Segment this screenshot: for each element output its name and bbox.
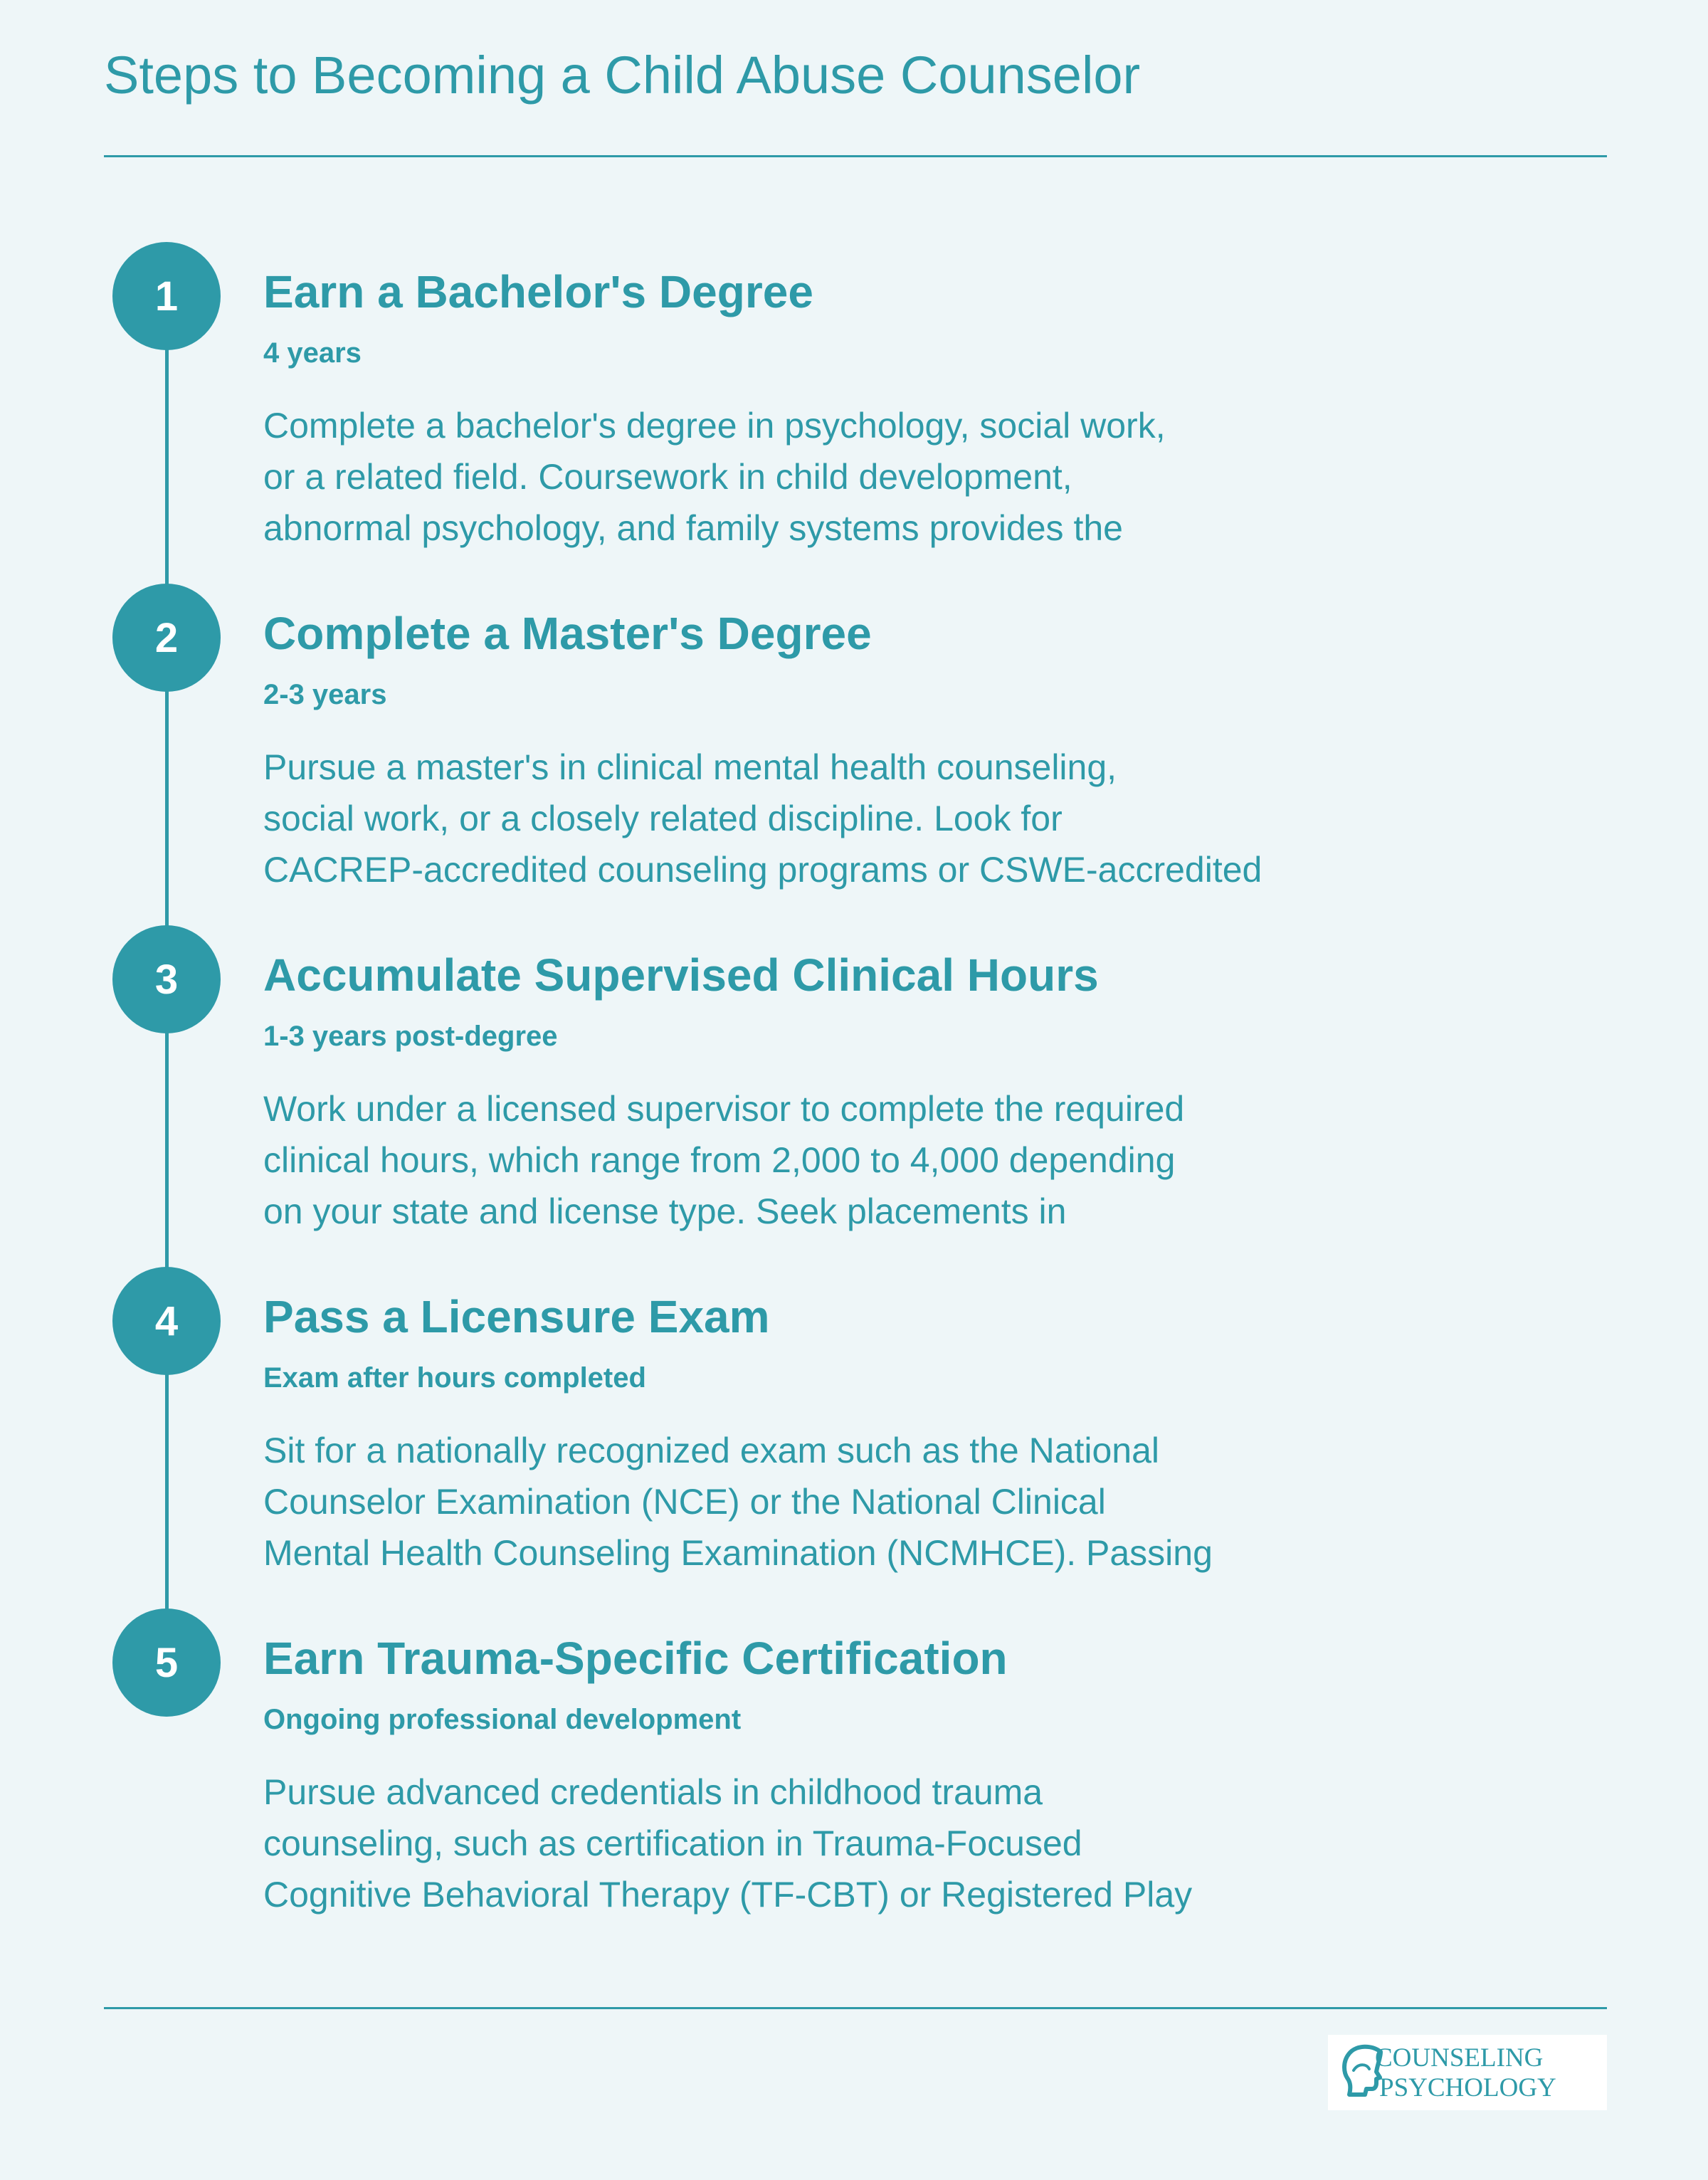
- description-line: social work, or a closely related discipline. Look for: [263, 799, 1063, 838]
- description-line: Cognitive Behavioral Therapy (TF-CBT) or Registered Play: [263, 1875, 1193, 1915]
- step-5: [0, 1608, 1708, 1915]
- step-number-circle: 4: [112, 1267, 221, 1375]
- description-line: Pursue a master's in clinical mental health counseling,: [263, 747, 1117, 787]
- step-description: [263, 1083, 1184, 1237]
- counseling-psychology-logo: [1328, 2035, 1607, 2110]
- step-title: Accumulate Supervised Clinical Hours: [263, 949, 1099, 1001]
- top-divider: [104, 155, 1607, 157]
- description-line: or a related field. Coursework in child development,: [263, 457, 1072, 497]
- step-title: Pass a Licensure Exam: [263, 1291, 770, 1342]
- description-line: CACREP-accredited counseling programs or CSWE-accredited: [263, 850, 1262, 890]
- step-description: [263, 1766, 1192, 1920]
- step-2: [0, 584, 1708, 890]
- description-line: Work under a licensed supervisor to complete the required: [263, 1089, 1185, 1129]
- step-duration: 2-3 years: [263, 679, 387, 710]
- step-4: [0, 1267, 1708, 1573]
- description-line: clinical hours, which range from 2,000 to 4,000 depending: [263, 1140, 1176, 1180]
- step-3: [0, 925, 1708, 1231]
- description-line: Pursue advanced credentials in childhood trauma: [263, 1772, 1043, 1812]
- description-line: on your state and license type. Seek placements in: [263, 1191, 1067, 1231]
- step-number-circle: 3: [112, 925, 221, 1033]
- bottom-divider: [104, 2007, 1607, 2009]
- step-title: Earn a Bachelor's Degree: [263, 266, 813, 317]
- step-duration: Exam after hours completed: [263, 1362, 646, 1394]
- logo-text-line2: PSYCHOLOGY: [1379, 2073, 1556, 2102]
- description-line: Sit for a nationally recognized exam such as the National: [263, 1431, 1160, 1470]
- step-description: [263, 742, 1262, 895]
- page-title: Steps to Becoming a Child Abuse Counselor: [104, 46, 1141, 105]
- step-description: [263, 1425, 1213, 1579]
- description-line: counseling, such as certification in Trauma-Focused: [263, 1823, 1082, 1863]
- step-description: [263, 400, 1166, 554]
- description-line: abnormal psychology, and family systems provides the: [263, 508, 1123, 548]
- description-line: Mental Health Counseling Examination (NCMHCE). Passing: [263, 1533, 1213, 1573]
- step-duration: Ongoing professional development: [263, 1704, 742, 1735]
- step-1: [0, 242, 1708, 548]
- step-duration: 1-3 years post-degree: [263, 1021, 558, 1052]
- description-line: Counselor Examination (NCE) or the National Clinical: [263, 1482, 1106, 1522]
- description-line: Complete a bachelor's degree in psychology, social work,: [263, 406, 1166, 446]
- step-number-circle: 2: [112, 584, 221, 692]
- step-number-circle: 1: [112, 242, 221, 350]
- logo-text-line1: COUNSELING: [1375, 2043, 1544, 2073]
- step-duration: 4 years: [263, 337, 362, 369]
- step-title: Earn Trauma-Specific Certification: [263, 1633, 1008, 1684]
- step-number-circle: 5: [112, 1608, 221, 1717]
- step-title: Complete a Master's Degree: [263, 608, 872, 659]
